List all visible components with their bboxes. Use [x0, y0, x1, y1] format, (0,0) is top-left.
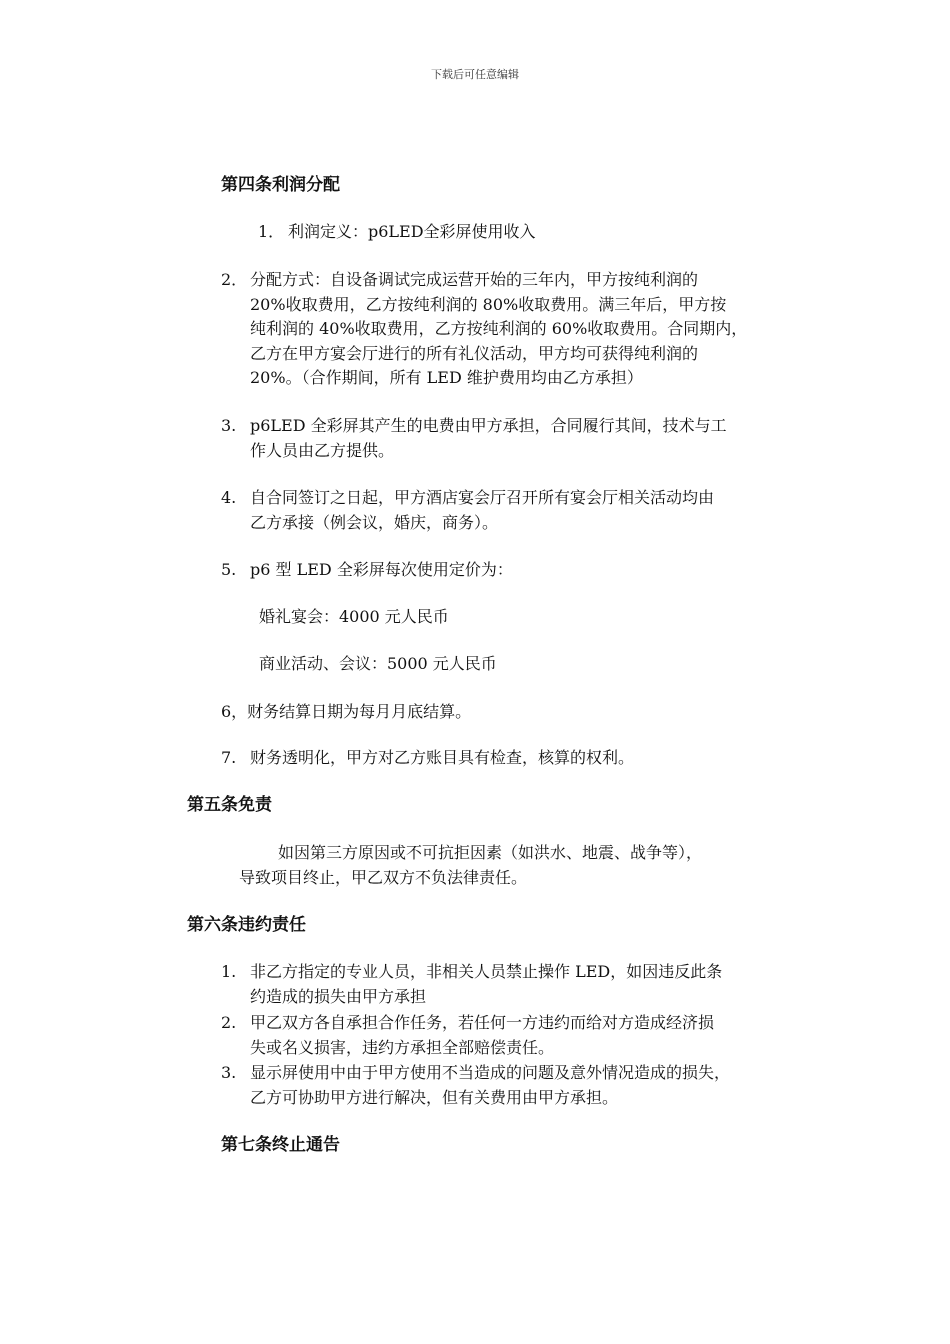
item-number: 1． [258, 222, 285, 241]
item-text [250, 960, 722, 1009]
price-business: 商业活动、会议：5000 元人民币 [259, 654, 497, 673]
price-wedding: 婚礼宴会：4000 元人民币 [259, 607, 449, 626]
article-5-title: 第五条免责 [187, 795, 272, 815]
item-line: 乙方承接（例会议，婚庆，商务）。 [250, 512, 499, 532]
item-line: p6LED 全彩屏其产生的电费由甲方承担，合同履行其间，技术与工 [250, 416, 727, 435]
item-line: 非乙方指定的专业人员，非相关人员禁止操作 LED，如因违反此条 [250, 962, 723, 981]
item-text: p6 型 LED 全彩屏每次使用定价为： [250, 560, 513, 579]
item-text [250, 268, 747, 391]
item-text [250, 486, 714, 535]
item-number: 2. [221, 1013, 237, 1032]
item-number: 2． [221, 270, 248, 289]
item-line: 20%收取费用，乙方按纯利润的 80%收取费用。满三年后，甲方按 [250, 294, 727, 314]
item-line: 自合同签订之日起，甲方酒店宴会厅召开所有宴会厅相关活动均由 [250, 488, 715, 507]
item-text [250, 1011, 714, 1060]
item-line: 分配方式：自设备调试完成运营开始的三年内，甲方按纯利润的 [250, 270, 699, 289]
page-header-note: 下载后可任意编辑 [431, 68, 519, 81]
item-number: 7. [221, 748, 237, 767]
item-line: 纯利润的 40%收取费用，乙方按纯利润的 60%收取费用。合同期内， [250, 319, 748, 338]
item-line: 甲乙双方各自承担合作任务，若任何一方违约而给对方造成经济损 [250, 1013, 715, 1032]
item-number: 4. [221, 488, 237, 507]
item-number: 1. [221, 962, 237, 981]
article-4-title: 第四条利润分配 [221, 175, 340, 195]
item-text: 利润定义：p6LED全彩屏使用收入 [288, 222, 536, 241]
item-line: 失或名义损害，违约方承担全部赔偿责任。 [250, 1037, 555, 1057]
item-line: 20%。（合作期间，所有 LED 维护费用均由乙方承担） [250, 368, 643, 387]
item-text: 财务透明化，甲方对乙方账目具有检查，核算的权利。 [250, 748, 635, 767]
article-6-title: 第六条违约责任 [187, 915, 306, 935]
item-number: 3. [221, 1063, 237, 1082]
item-number: 5. [221, 560, 237, 579]
article-5-line-1: 如因第三方原因或不可抗拒因素（如洪水、地震、战争等）， [278, 843, 703, 862]
item-number: 3. [221, 416, 237, 435]
item-line: 乙方可协助甲方进行解决，但有关费用由甲方承担。 [250, 1087, 619, 1107]
item-line: 乙方在甲方宴会厅进行的所有礼仪活动，甲方均可获得纯利润的 [250, 343, 699, 363]
item-text [250, 1061, 730, 1110]
item-text [250, 414, 727, 463]
item-line: 显示屏使用中由于甲方使用不当造成的问题及意外情况造成的损失， [250, 1063, 731, 1082]
article-4-item-6: 6，财务结算日期为每月月底结算。 [221, 702, 472, 721]
item-line: 约造成的损失由甲方承担 [250, 986, 427, 1006]
item-line: 作人员由乙方提供。 [250, 440, 395, 460]
article-5-line-2: 导致项目终止，甲乙双方不负法律责任。 [239, 868, 528, 887]
article-7-title: 第七条终止通告 [221, 1135, 340, 1155]
